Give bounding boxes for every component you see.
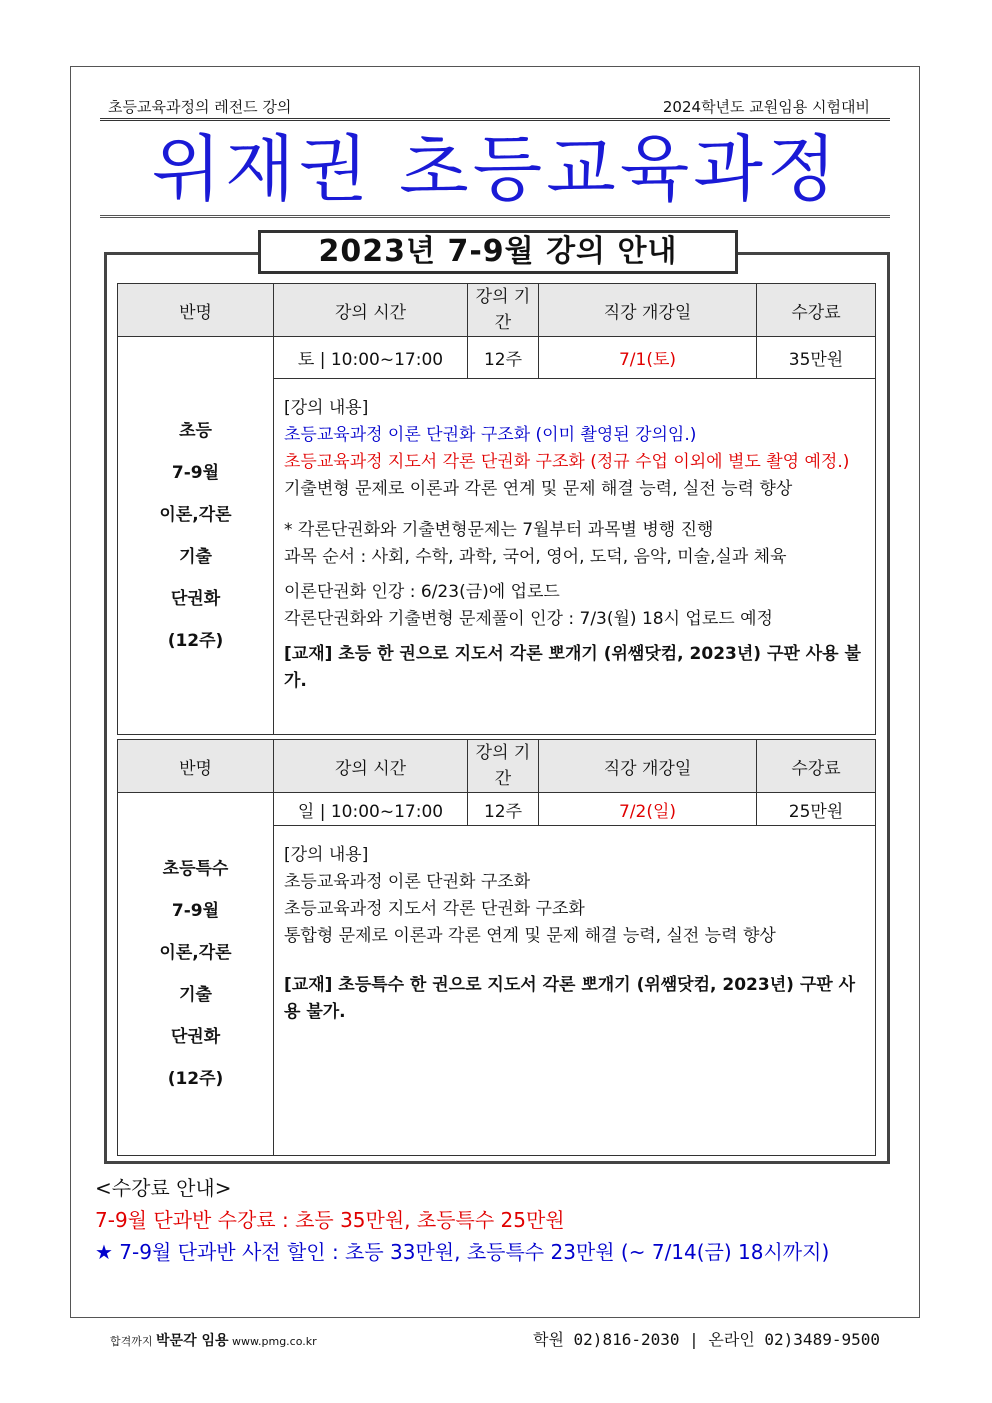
content-line: 과목 순서 : 사회, 수학, 과학, 국어, 영어, 도덕, 음악, 미술,실과 체육 — [284, 547, 787, 567]
class-fee: 25만원 — [757, 793, 876, 826]
header-start: 직강 개강일 — [539, 740, 757, 793]
footer-url: www.pmg.co.kr — [232, 1335, 317, 1348]
header-duration-text: 강의 기간 — [475, 743, 531, 789]
class-name-line: 초등특수 — [162, 859, 229, 879]
class-name-cell — [118, 793, 274, 1156]
header-right: 2024학년도 교원임용 시험대비 — [662, 98, 870, 116]
class-duration: 12주 — [468, 337, 539, 379]
class-fee: 35만원 — [757, 337, 876, 379]
header-duration-text: 강의 기간 — [475, 287, 531, 333]
textbook-note: [교재] 초등특수 한 권으로 지도서 각론 뽀개기 (위쌤닷컴, 2023년) 구판 사용 불가. — [284, 975, 856, 1022]
header-class: 반명 — [118, 740, 274, 793]
fee-heading: <수강료 안내> — [95, 1176, 232, 1200]
header-start: 직강 개강일 — [539, 284, 757, 337]
class-name-line: 초등 — [179, 420, 212, 441]
page-title: 위재권 초등교육과정 — [151, 127, 841, 211]
content-cell — [274, 379, 876, 735]
class-name-line: 단권화 — [170, 588, 221, 609]
class-name-line: 이론,각론 — [159, 504, 232, 525]
textbook-note: [교재] 초등 한 권으로 지도서 각론 뽀개기 (위쌤닷컴, 2023년) 구판 사용 불가. — [284, 644, 861, 691]
brand-logo: 박문각 임용 — [156, 1333, 229, 1349]
class-name-line: (12주) — [167, 630, 224, 651]
fee-regular: 7-9월 단과반 수강료 : 초등 35만원, 초등특수 25만원 — [95, 1208, 565, 1232]
class-name-cell — [118, 337, 274, 735]
content-heading: [강의 내용] — [284, 845, 369, 865]
footer-contact: 학원 02)816-2030 | 온라인 02)3489-9500 — [533, 1330, 880, 1349]
title-rule — [100, 215, 890, 218]
class-time: 토 | 10:00~17:00 — [274, 337, 468, 379]
course-table-1 — [117, 283, 876, 735]
content-line: 각론단권화와 기출변형 문제풀이 인강 : 7/3(월) 18시 업로드 예정 — [284, 609, 773, 629]
header-time: 강의 시간 — [274, 740, 468, 793]
content-line: 초등교육과정 이론 단권화 구조화 (이미 촬영된 강의임.) — [284, 425, 697, 445]
content-line: 초등교육과정 이론 단권화 구조화 — [284, 872, 531, 892]
class-name-line: 이론,각론 — [159, 943, 232, 963]
content-cell — [274, 826, 876, 1156]
class-start-date: 7/1(토) — [539, 337, 757, 379]
table-row — [118, 793, 876, 826]
footer-slogan: 합격까지 — [110, 1335, 153, 1348]
content-line: 통합형 문제로 이론과 각론 연계 및 문제 해결 능력, 실전 능력 향상 — [284, 926, 776, 946]
header-time: 강의 시간 — [274, 284, 468, 337]
header-left: 초등교육과정의 레전드 강의 — [108, 98, 292, 116]
class-name-line: 단권화 — [170, 1027, 221, 1047]
class-name-line: 기출 — [179, 546, 212, 567]
fee-discount: ★ 7-9월 단과반 사전 할인 : 초등 33만원, 초등특수 23만원 (~ 7/14(금) 18시까지) — [95, 1240, 830, 1264]
class-time: 일 | 10:00~17:00 — [274, 793, 468, 826]
header-class: 반명 — [118, 284, 274, 337]
section-title: 2023년 7-9월 강의 안내 — [258, 230, 738, 274]
class-start-date: 7/2(일) — [539, 793, 757, 826]
footer-logo — [110, 1330, 317, 1350]
class-name-line: 7-9월 — [171, 462, 220, 483]
class-name-line: 7-9월 — [171, 901, 220, 921]
header-duration — [468, 740, 539, 793]
content-line: 기출변형 문제로 이론과 각론 연계 및 문제 해결 능력, 실전 능력 향상 — [284, 479, 793, 499]
header-fee: 수강료 — [757, 284, 876, 337]
table-row — [118, 337, 876, 379]
content-line: 초등교육과정 지도서 각론 단권화 구조화 (정규 수업 이외에 별도 촬영 예정.) — [284, 452, 850, 472]
table-header-row — [118, 284, 876, 337]
table-header-row — [118, 740, 876, 793]
course-table-2 — [117, 739, 876, 1156]
header-rule — [100, 118, 890, 121]
content-heading: [강의 내용] — [284, 398, 369, 418]
header-fee: 수강료 — [757, 740, 876, 793]
content-line: * 각론단권화와 기출변형문제는 7월부터 과목별 병행 진행 — [284, 520, 714, 540]
class-name-line: (12주) — [167, 1069, 224, 1089]
content-line: 초등교육과정 지도서 각론 단권화 구조화 — [284, 899, 585, 919]
class-duration: 12주 — [468, 793, 539, 826]
header-duration — [468, 284, 539, 337]
content-line: 이론단권화 인강 : 6/23(금)에 업로드 — [284, 582, 560, 602]
class-name-line: 기출 — [179, 985, 212, 1005]
